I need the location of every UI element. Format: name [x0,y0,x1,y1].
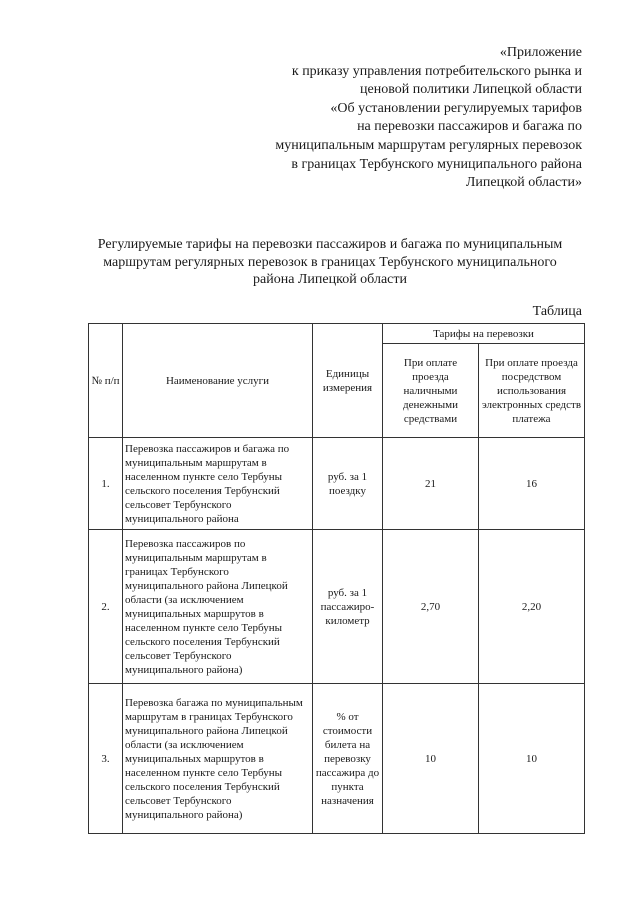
appendix-line: к приказу управления потребительского рынка и [291,63,582,79]
row-unit: руб. за 1 пассажиро-километр [313,530,383,684]
row-service: Перевозка пассажиров по муниципальным маршрутам в границах Тербунского муниципального района Липецкой области (за исключением муниципальных маршрутов в населенном пункте село Тербуны сельского поселения Тербунский сельсовет Тербунского муниципального района) [123,530,313,684]
appendix-line: в границах Тербунского муниципального района [291,156,582,172]
header-num: № п/п [89,324,123,438]
row-electronic-tariff: 2,20 [479,530,585,684]
row-service: Перевозка пассажиров и багажа по муниципальным маршрутам в населенном пункте село Тербуны сельского поселения Тербунский сельсовет Тербунского муниципального района [123,438,313,530]
appendix-line: «Об установлении регулируемых тарифов [330,100,582,116]
header-electronic: При оплате проезда посредством использования электронных средств платежа [479,344,585,438]
document-title [70,236,590,289]
header-cash: При оплате проезда наличными денежными средствами [383,344,479,438]
title-line: маршрутам регулярных перевозок в границах Тербунского муниципального [103,254,557,270]
row-cash-tariff: 21 [383,438,479,530]
row-service: Перевозка багажа по муниципальным маршрутам в границах Тербунского муниципального района Липецкой области (за исключением муниципальных маршрутов в населенном пункте село Тербуны сельского поселения Тербунский сельсовет Тербунского муниципального района) [123,684,313,834]
row-cash-tariff: 2,70 [383,530,479,684]
row-cash-tariff: 10 [383,684,479,834]
header-service: Наименование услуги [123,324,313,438]
row-num: 1. [89,438,123,530]
tariffs-table [88,323,585,834]
header-tariffs: Тарифы на перевозки [383,324,585,344]
row-unit: руб. за 1 поездку [313,438,383,530]
appendix-reference [162,44,582,193]
table-header-row [89,324,585,344]
row-electronic-tariff: 16 [479,438,585,530]
table-caption: Таблица [532,304,582,319]
row-num: 2. [89,530,123,684]
row-unit: % от стоимости билета на перевозку пассажира до пункта назначения [313,684,383,834]
table-row [89,530,585,684]
appendix-line: муниципальным маршрутам регулярных перевозок [275,137,582,153]
row-num: 3. [89,684,123,834]
table-row [89,438,585,530]
row-electronic-tariff: 10 [479,684,585,834]
appendix-line: на перевозки пассажиров и багажа по [357,119,582,135]
appendix-line: «Приложение [499,45,582,60]
title-line: Регулируемые тарифы на перевозки пассажиров и багажа по муниципальным [97,237,563,252]
appendix-line: Липецкой области» [465,175,582,191]
table-row [89,684,585,834]
title-line: района Липецкой области [253,272,407,287]
header-unit: Единицы измерения [313,324,383,438]
appendix-line: ценовой политики Липецкой области [360,82,582,98]
